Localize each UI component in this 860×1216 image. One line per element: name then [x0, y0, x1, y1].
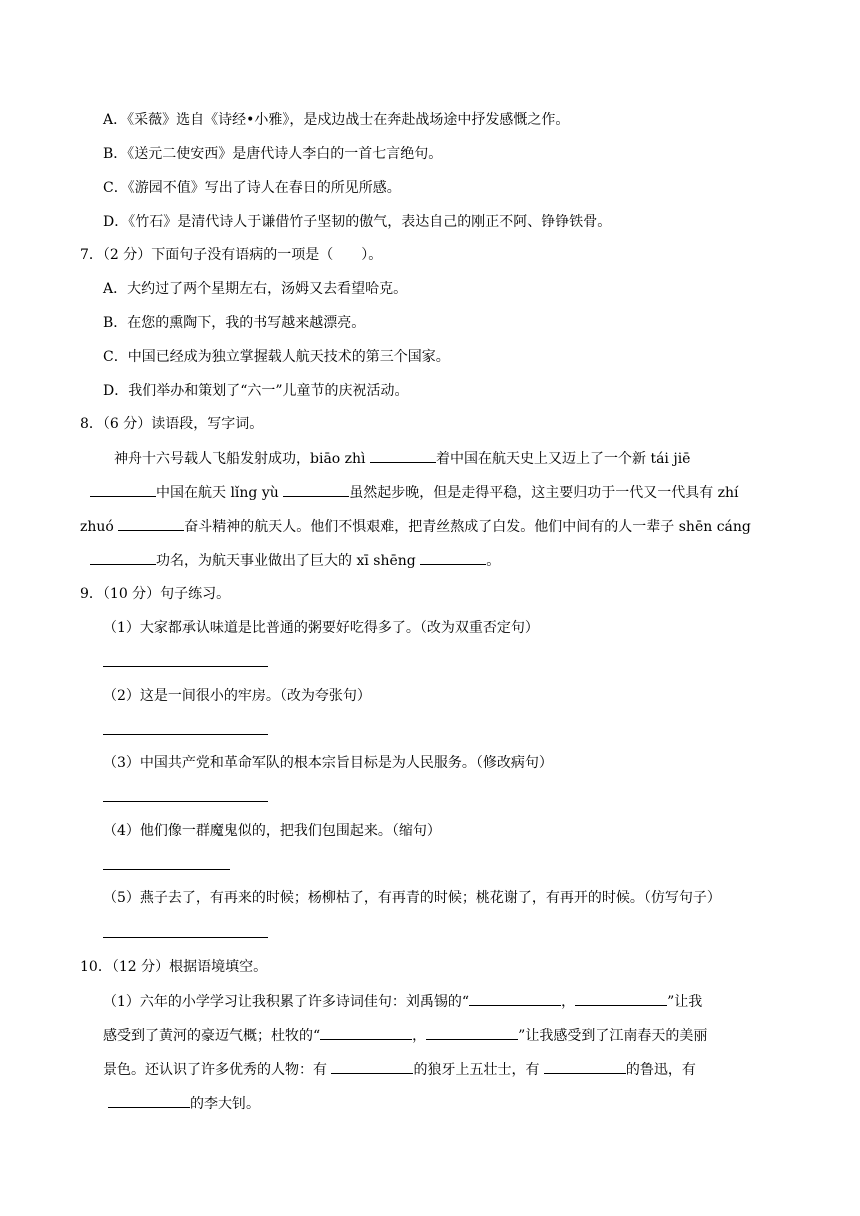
fill-blank[interactable] — [575, 991, 667, 1006]
q10-text: 的狼牙上五壮士，有 — [413, 1062, 544, 1078]
answer-line-3[interactable] — [103, 801, 268, 802]
q8-text: 奋斗精神的航天人。他们不惧艰难，把青丝熬成了白发。他们中间有的人一辈子 shēn cáng — [184, 519, 751, 535]
q8-text: zhuó — [80, 519, 119, 535]
q8-passage-line-2 — [90, 482, 739, 502]
q10-line-2 — [103, 1025, 707, 1045]
q9-sentence-1: （1）大家都承认味道是比普通的粥要好吃得多了。（改为双重否定句） — [103, 620, 539, 636]
answer-line-5[interactable] — [103, 937, 268, 938]
fill-blank[interactable] — [283, 482, 349, 497]
fill-blank[interactable] — [108, 1093, 190, 1108]
q10-line-4 — [108, 1093, 260, 1113]
q10-text: （1）六年的小学学习让我积累了许多诗词佳句：刘禹锡的“ — [103, 994, 470, 1010]
q7-option-b: B．在您的熏陶下，我的书写越来越漂亮。 — [103, 315, 366, 331]
fill-blank[interactable] — [370, 448, 436, 463]
fill-blank[interactable] — [320, 1025, 412, 1040]
q8-stem: 8．（6 分）读语段，写字词。 — [80, 416, 264, 432]
q8-passage-line-3 — [80, 516, 751, 536]
q10-text: ， — [412, 1028, 427, 1044]
q8-text: 中国在航天 lǐng yù — [156, 485, 284, 501]
q9-sentence-3: （3）中国共产党和革命军队的根本宗旨目标是为人民服务。（修改病句） — [103, 755, 553, 771]
q9-stem: 9．（10 分）句子练习。 — [80, 586, 231, 602]
q6-option-a: A．《采薇》选自《诗经•小雅》，是戍边战士在奔赴战场途中抒发感慨之作。 — [103, 112, 570, 128]
answer-line-4[interactable] — [103, 869, 230, 870]
q8-text: 着中国在航天史上又迈上了一个新 tái jiē — [436, 451, 691, 467]
q10-text: ”让我感受到了江南春天的美丽 — [518, 1028, 708, 1044]
q6-option-c: C．《游园不值》写出了诗人在春日的所见所感。 — [103, 180, 401, 196]
q8-text: 神舟十六号载人飞船发射成功，biāo zhì — [114, 451, 370, 467]
q9-sentence-5: （5）燕子去了，有再来的时候；杨柳枯了，有再青的时候；桃花谢了，有再开的时候。（仿写句子） — [103, 890, 721, 906]
q8-passage-line-1 — [114, 448, 690, 468]
q7-option-a: A．大约过了两个星期左右，汤姆又去看望哈克。 — [103, 281, 408, 297]
q6-option-b: B．《送元二使安西》是唐代诗人李白的一首七言绝句。 — [103, 146, 443, 162]
q9-sentence-4: （4）他们像一群魔鬼似的，把我们包围起来。（缩句） — [103, 823, 441, 839]
fill-blank[interactable] — [118, 516, 184, 531]
fill-blank[interactable] — [331, 1059, 413, 1074]
q9-sentence-2: （2）这是一间很小的牢房。（改为夸张句） — [103, 688, 371, 704]
q10-text: ”让我 — [667, 994, 703, 1010]
q7-option-d: D．我们举办和策划了“六一”儿童节的庆祝活动。 — [103, 383, 409, 399]
q10-text: 的鲁迅，有 — [625, 1062, 696, 1078]
q10-text: 的李大钊。 — [190, 1096, 260, 1112]
q10-text: 感受到了黄河的豪迈气概；杜牧的“ — [103, 1028, 321, 1044]
fill-blank[interactable] — [90, 482, 156, 497]
q10-text: ， — [561, 994, 576, 1010]
q10-stem: 10．（12 分）根据语境填空。 — [80, 959, 268, 975]
fill-blank[interactable] — [469, 991, 561, 1006]
q8-text: 功名，为航天事业做出了巨大的 xī shēng — [156, 553, 421, 569]
fill-blank[interactable] — [420, 550, 486, 565]
fill-blank[interactable] — [90, 550, 156, 565]
answer-line-2[interactable] — [103, 734, 268, 735]
q6-option-d: D．《竹石》是清代诗人于谦借竹子坚韧的傲气，表达自己的刚正不阿、铮铮铁骨。 — [103, 214, 612, 230]
q10-line-3 — [103, 1059, 696, 1079]
q8-passage-line-4 — [90, 550, 500, 570]
q8-text: 虽然起步晚，但是走得平稳，这主要归功于一代又一代具有 zhí — [349, 485, 739, 501]
q8-text: 。 — [486, 553, 501, 569]
fill-blank[interactable] — [426, 1025, 518, 1040]
q10-text: 景色。还认识了许多优秀的人物：有 — [103, 1062, 332, 1078]
q7-option-c: C．中国已经成为独立掌握载人航天技术的第三个国家。 — [103, 349, 450, 365]
fill-blank[interactable] — [544, 1059, 626, 1074]
q7-stem: 7．（2 分）下面句子没有语病的一项是（ ）。 — [80, 247, 383, 263]
answer-line-1[interactable] — [103, 666, 268, 667]
q10-line-1 — [103, 991, 702, 1011]
